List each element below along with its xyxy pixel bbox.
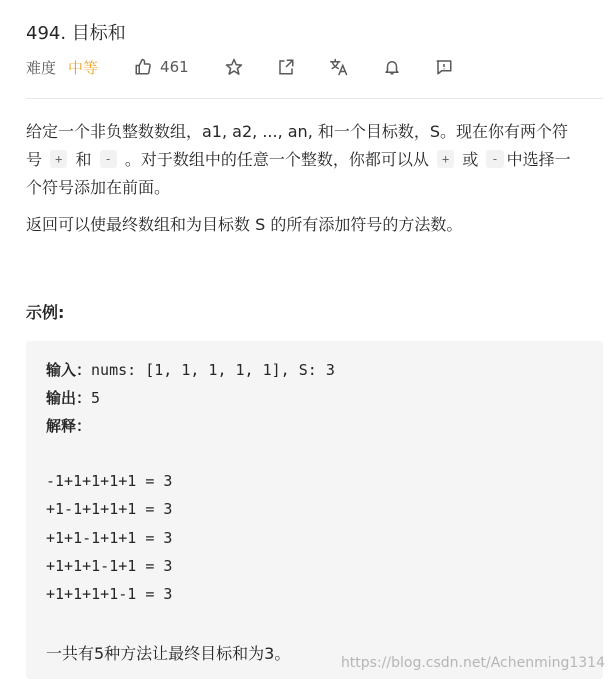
example-heading: 示例:: [26, 303, 65, 322]
favorite-button[interactable]: [225, 58, 243, 76]
minus-code-chip: -: [100, 150, 117, 168]
description-line: 个符号添加在前面。: [26, 178, 171, 197]
description-text: 和: [75, 150, 92, 169]
notify-button[interactable]: [383, 58, 401, 76]
description-line: 给定一个非负整数数组，a1, a2, ..., an, 和一个目标数，S。现在你有两个符: [26, 122, 569, 141]
explanation-line: +1+1-1+1+1 = 3: [46, 529, 173, 547]
plus-code-chip: +: [50, 150, 67, 168]
description-paragraph: [26, 118, 606, 202]
example-output-line: [46, 387, 100, 408]
explanation-line: +1+1+1-1+1 = 3: [46, 557, 173, 575]
share-icon: [277, 58, 295, 76]
watermark-text: https://blog.csdn.net/Achenming1314: [340, 655, 605, 671]
like-button[interactable]: [134, 58, 189, 76]
translate-icon: [329, 58, 349, 76]
difficulty-label: 难度: [26, 58, 57, 77]
problem-title: 494. 目标和: [26, 23, 126, 44]
example-explain-line: [46, 415, 91, 436]
example-code-block: [26, 341, 603, 679]
feedback-icon: [435, 58, 453, 76]
output-value: 5: [91, 389, 101, 407]
problem-meta-bar: [26, 55, 453, 79]
minus-code-chip: -: [486, 150, 503, 168]
description-line: [26, 146, 606, 174]
header-divider: [26, 98, 603, 99]
description-paragraph-2: 返回可以使最终数组和为目标数 S 的所有添加符号的方法数。: [26, 215, 463, 234]
share-button[interactable]: [277, 58, 295, 76]
explanation-line: +1+1+1+1-1 = 3: [46, 585, 173, 603]
star-icon: [225, 58, 243, 76]
example-input-line: [46, 359, 335, 380]
description-text: 中选择一: [506, 150, 571, 169]
bell-icon: [383, 58, 401, 76]
like-count: 461: [160, 58, 189, 76]
explanation-line: +1-1+1+1+1 = 3: [46, 500, 173, 518]
input-value: nums: [1, 1, 1, 1, 1], S: 3: [91, 361, 335, 379]
feedback-button[interactable]: [435, 58, 453, 76]
input-label: 输入：: [46, 361, 92, 379]
description-text: 。对于数组中的任意一个整数，你都可以从: [124, 150, 429, 169]
output-label: 输出：: [46, 389, 92, 407]
plus-code-chip: +: [437, 150, 454, 168]
description-text: 或: [462, 150, 479, 169]
difficulty-value: 中等: [68, 58, 99, 77]
example-summary: 一共有5种方法让最终目标和为3。: [46, 644, 291, 663]
thumbs-up-icon: [134, 58, 152, 76]
translate-button[interactable]: [329, 58, 349, 76]
explanation-line: -1+1+1+1+1 = 3: [46, 472, 173, 490]
explain-label: 解释：: [46, 417, 92, 435]
description-text: 号: [26, 150, 43, 169]
